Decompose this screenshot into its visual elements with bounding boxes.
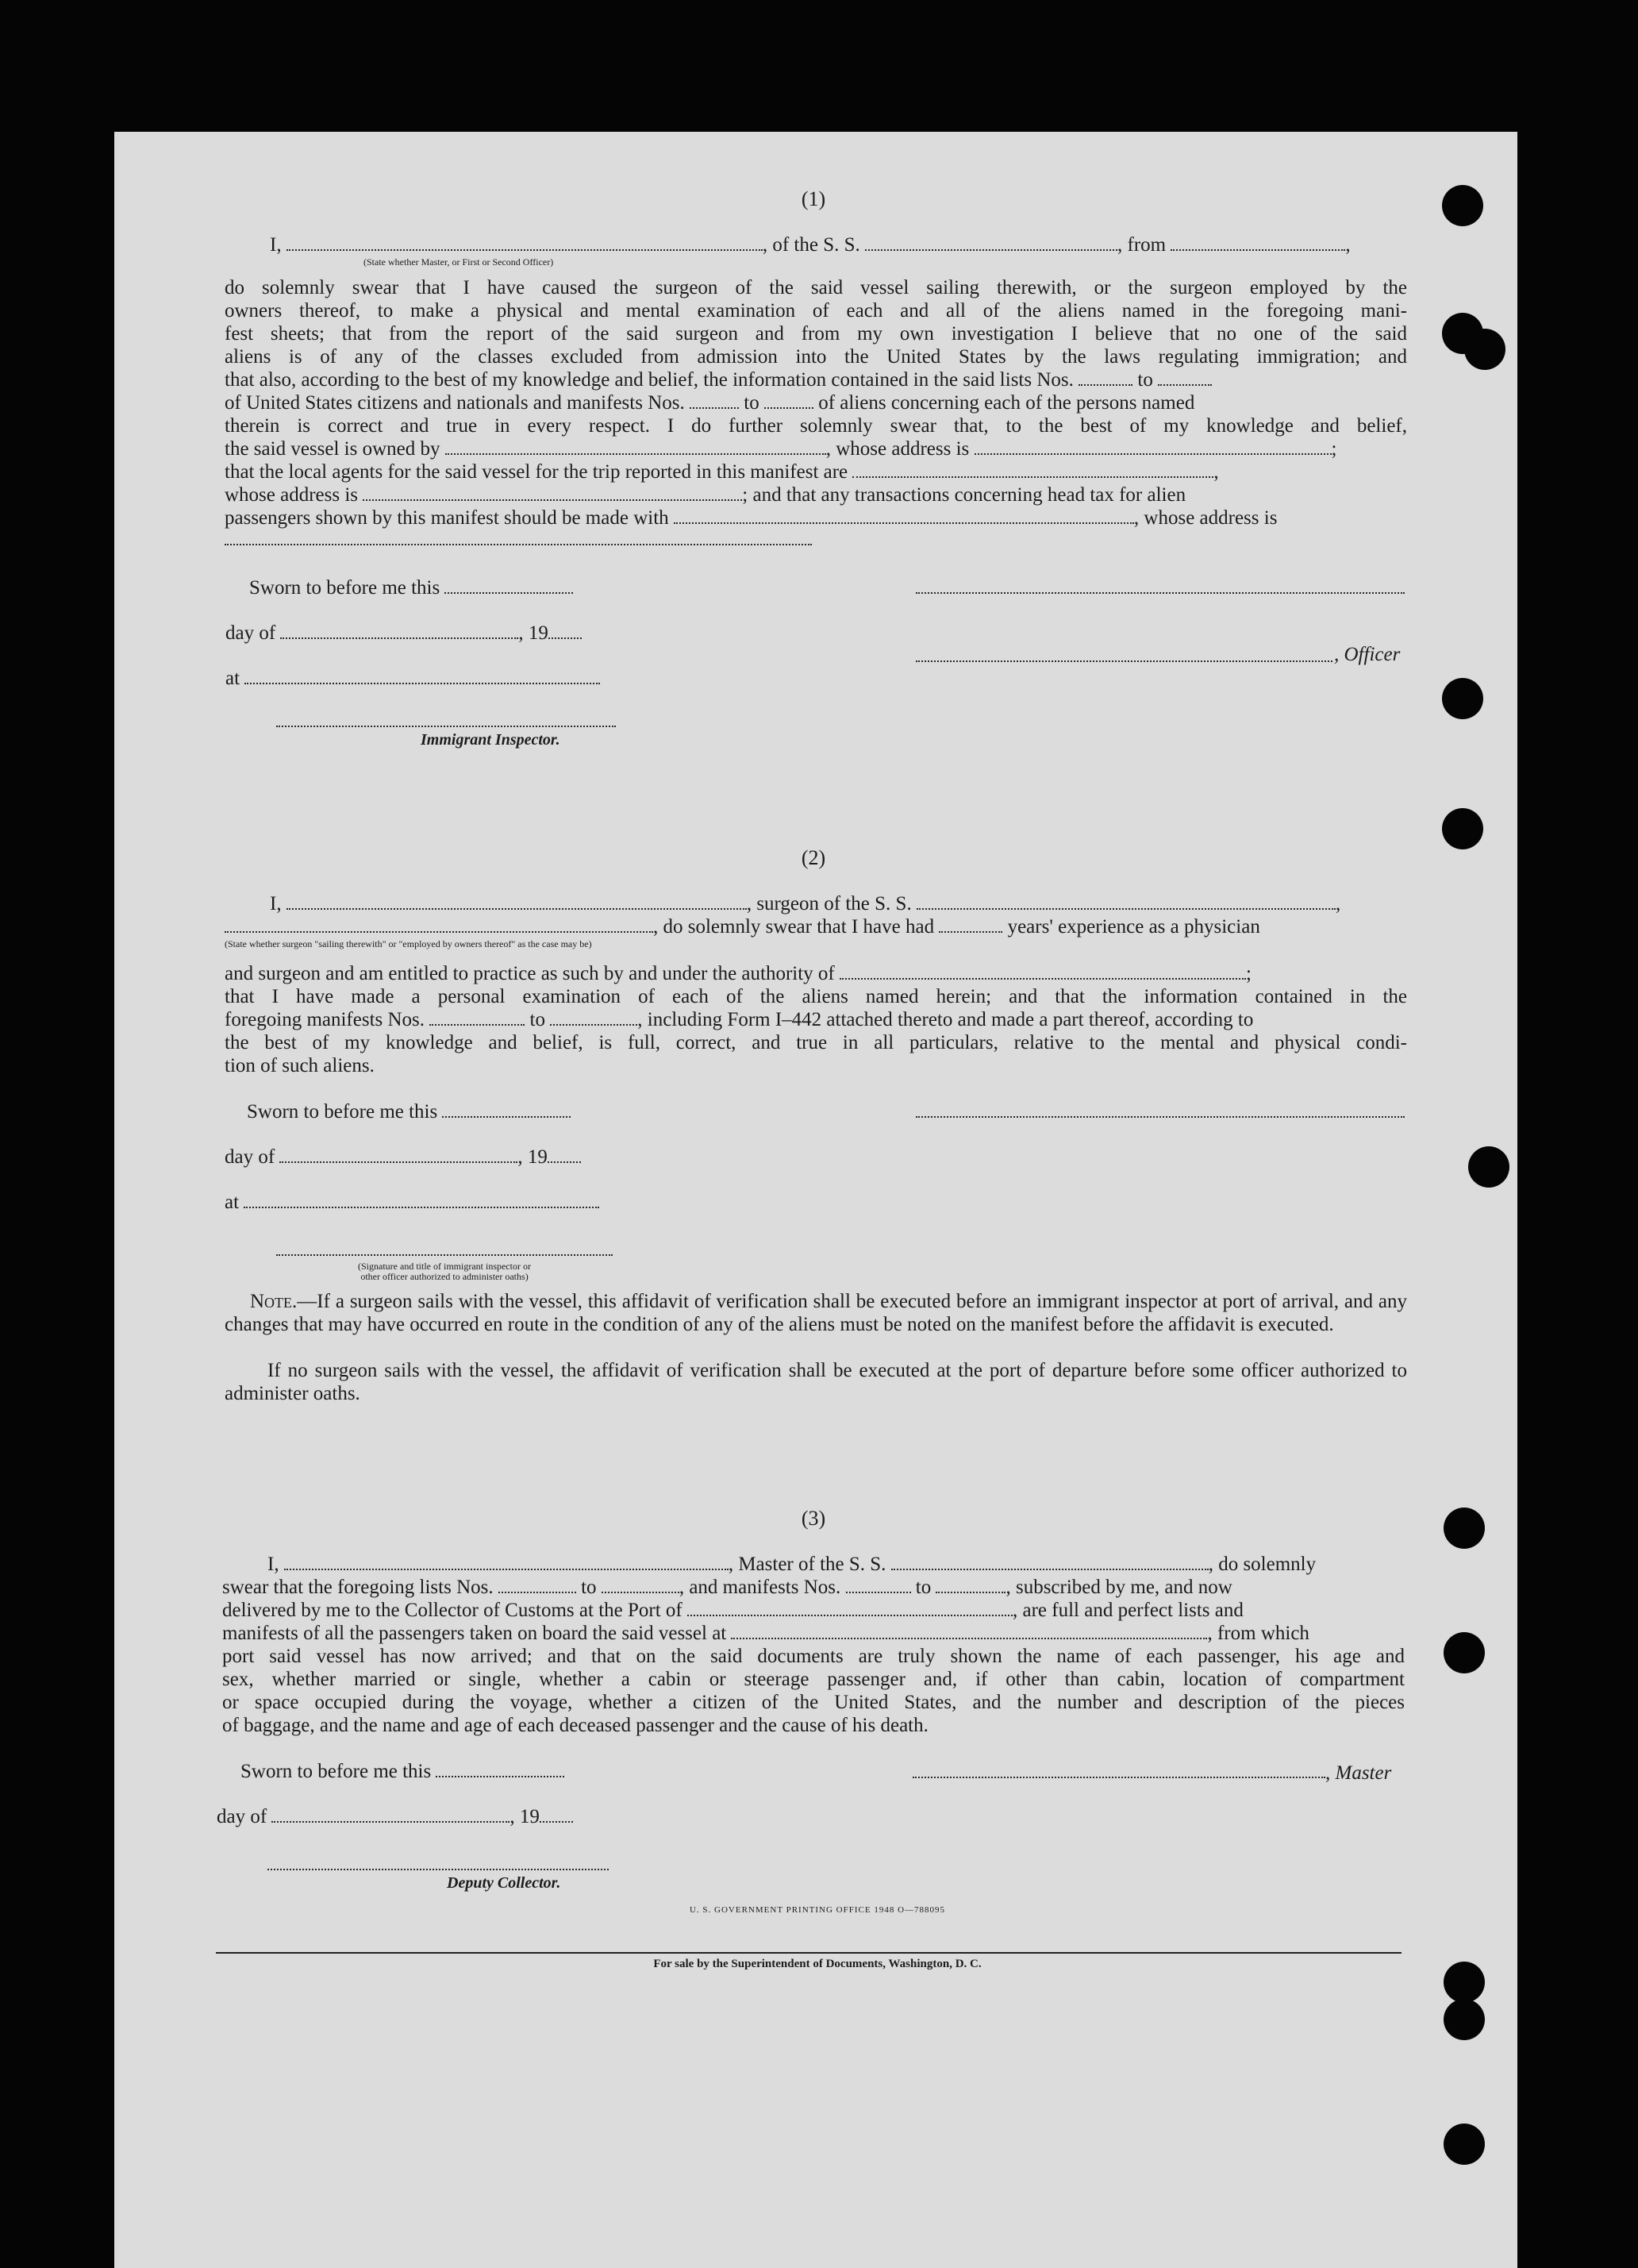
section-1-number: (1) <box>801 187 826 210</box>
s1-agents-line: that the local agents for the said vessel for the trip reported in this manifest are , <box>225 461 1219 483</box>
departure-port-field[interactable] <box>731 1622 1207 1639</box>
head-tax-address-field[interactable] <box>225 544 812 545</box>
master-signature-field[interactable] <box>913 1777 1325 1778</box>
from-port-field[interactable] <box>1171 233 1345 251</box>
s2-vessel-field[interactable] <box>917 892 1336 910</box>
s2-at: at <box>225 1191 599 1214</box>
years-field[interactable] <box>939 915 1002 933</box>
s3-year-field[interactable] <box>540 1805 573 1823</box>
manifests-to-field[interactable] <box>764 391 813 409</box>
surgeon-note: (State whether surgeon "sailing therewith" or "employed by owners thereof" as the case may be) <box>225 938 592 949</box>
s2-manifests-from-field[interactable] <box>429 1008 525 1026</box>
s1-day-of: day of , 19 <box>225 622 582 645</box>
deputy-collector-label: Deputy Collector. <box>447 1874 561 1892</box>
officer-note: (State whether Master, or First or Second Officer) <box>363 256 554 268</box>
s3-vessel-field[interactable] <box>891 1553 1209 1570</box>
punch-hole <box>1464 329 1505 370</box>
printing-office-line: U. S. GOVERNMENT PRINTING OFFICE 1948 O—788095 <box>689 1905 946 1915</box>
s1-body-line: therein is correct and true in every respect. I do further solemnly swear that, to the best of my knowledge and belief, <box>225 415 1407 437</box>
authority-field[interactable] <box>840 962 1246 980</box>
punch-hole <box>1444 2124 1485 2165</box>
s1-body-line: owners thereof, to make a physical and mental examination of each and all of the aliens named in the foregoing mani- <box>225 300 1407 322</box>
owner-address-field[interactable] <box>975 437 1332 455</box>
note-1: Note.—If a surgeon sails with the vessel, this affidavit of verification shall be executed before an immigrant inspector at port of arrival, and any changes that may have occurred en route in the condition of any of the aliens must be noted on the manifest before the affidavit is executed. <box>225 1291 1407 1335</box>
signature-note-2: other officer authorized to administer oaths) <box>360 1271 529 1282</box>
s2-day-of: day of , 19 <box>225 1146 581 1169</box>
s3-sworn-date-field[interactable] <box>436 1760 564 1777</box>
s2-exam-line: that I have made a personal examination of each of the aliens named herein; and that the information contained in the <box>225 986 1407 1007</box>
note-2: If no surgeon sails with the vessel, the affidavit of verification shall be executed at the port of departure before some officer authorized to administer oaths. <box>225 1360 1407 1404</box>
s2-month-field[interactable] <box>279 1146 517 1163</box>
s1-body-line: fest sheets; that from the report of the said surgeon and from my own investigation I believe that no one of the said <box>225 323 1407 345</box>
s3-line4: manifests of all the passengers taken on board the said vessel at , from which <box>222 1623 1309 1644</box>
punch-hole <box>1444 1508 1485 1549</box>
s2-entitled: and surgeon and am entitled to practice as such by and under the authority of ; <box>225 963 1252 984</box>
section-3-number: (3) <box>801 1507 826 1530</box>
surgeon-signature-field[interactable] <box>916 1116 1405 1118</box>
master-name-field[interactable] <box>284 1553 729 1570</box>
month-field[interactable] <box>280 622 518 639</box>
punch-hole <box>1442 185 1483 226</box>
inspector-label: Immigrant Inspector. <box>421 731 560 749</box>
inspector-signature-field[interactable] <box>276 726 616 727</box>
s3-body-line: or space occupied during the voyage, whether a citizen of the United States, and the number and description of the pieces <box>222 1692 1405 1713</box>
surgeon-name-field[interactable] <box>286 892 747 910</box>
s2-year-field[interactable] <box>548 1146 581 1163</box>
s3-body-line: sex, whether married or single, whether a cabin or steerage passenger and, if other than cabin, location of compartment <box>222 1669 1405 1690</box>
section-2-number: (2) <box>801 846 826 869</box>
note-lead: Note. <box>250 1291 298 1312</box>
signature-note-1: (Signature and title of immigrant inspector or <box>358 1261 531 1272</box>
footer-rule <box>216 1952 1402 1954</box>
s2-inspector-signature-field[interactable] <box>276 1254 613 1256</box>
head-tax-agent-field[interactable] <box>674 506 1134 524</box>
punch-hole <box>1444 1999 1485 2040</box>
s2-best-line: the best of my knowledge and belief, is full, correct, and true in all particulars, relative to the mental and physical condi- <box>225 1032 1407 1053</box>
officer-title-field[interactable] <box>916 660 1332 662</box>
s2-line1: I, , surgeon of the S. S. , <box>270 893 1341 915</box>
s1-sworn: Sworn to before me this <box>249 576 573 599</box>
lists-to-field[interactable] <box>1158 368 1212 386</box>
s3-lists-to-field[interactable] <box>602 1576 679 1593</box>
surgeon-type-field[interactable] <box>225 915 653 933</box>
s3-body-line: port said vessel has now arrived; and that on the said documents are truly shown the name of each passenger, his age and <box>222 1646 1405 1667</box>
agent-address-field[interactable] <box>363 483 742 501</box>
manifests-from-field[interactable] <box>690 391 739 409</box>
s1-manifests-line: of United States citizens and nationals and manifests Nos. to of aliens concerning each of the persons named <box>225 392 1195 414</box>
s3-month-field[interactable] <box>271 1805 509 1823</box>
s2-line2: , do solemnly swear that I have had years' experience as a physician <box>225 915 1260 938</box>
s3-body-line: of baggage, and the name and age of each deceased passenger and the cause of his death. <box>222 1715 929 1736</box>
sale-line: For sale by the Superintendent of Documents, Washington, D. C. <box>653 1958 982 1970</box>
officer-signature-field[interactable] <box>916 592 1405 594</box>
s2-tion-line: tion of such aliens. <box>225 1055 375 1076</box>
punch-hole <box>1468 1146 1509 1188</box>
s2-sworn: Sworn to before me this <box>247 1100 571 1123</box>
s3-line1: I, , Master of the S. S. , do solemnly <box>267 1554 1317 1575</box>
s1-at: at <box>225 667 600 690</box>
s3-line3: delivered by me to the Collector of Customs at the Port of , are full and perfect lists and <box>222 1600 1244 1621</box>
s2-place-field[interactable] <box>244 1191 599 1208</box>
vessel-field[interactable] <box>865 233 1117 251</box>
punch-hole <box>1444 1632 1485 1673</box>
punch-hole <box>1442 678 1483 719</box>
s2-foregoing: foregoing manifests Nos. to , including Form I–442 attached thereto and made a part thereof, according to <box>225 1009 1254 1030</box>
master-label: , Master <box>1325 1762 1392 1784</box>
s3-day-of: day of , 19 <box>217 1805 573 1828</box>
s1-owned-line: the said vessel is owned by , whose address is ; <box>225 438 1337 460</box>
s3-lists-from-field[interactable] <box>498 1576 576 1593</box>
s1-address-line: whose address is ; and that any transactions concerning head tax for alien <box>225 484 1186 506</box>
s2-manifests-to-field[interactable] <box>550 1008 637 1026</box>
sworn-date-field[interactable] <box>444 576 573 594</box>
owner-field[interactable] <box>445 437 826 455</box>
officer-field[interactable] <box>286 233 763 251</box>
year-field[interactable] <box>548 622 582 639</box>
punch-hole <box>1442 808 1483 849</box>
s3-line2: swear that the foregoing lists Nos. to , and manifests Nos. to , subscribed by me, and now <box>222 1577 1232 1598</box>
punch-hole <box>1444 1962 1485 2003</box>
agents-field[interactable] <box>852 460 1213 478</box>
s1-body-line: do solemnly swear that I have caused the surgeon of the said vessel sailing therewith, or the surgeon employed by the <box>225 277 1407 298</box>
s1-passengers-line: passengers shown by this manifest should be made with , whose address is <box>225 507 1278 529</box>
s1-lists-line: that also, according to the best of my knowledge and belief, the information contained in the said lists Nos. to <box>225 368 1212 391</box>
collector-signature-field[interactable] <box>267 1869 609 1870</box>
lists-from-field[interactable] <box>1079 368 1132 386</box>
port-field[interactable] <box>687 1599 1013 1616</box>
place-field[interactable] <box>244 667 600 684</box>
s3-manifests-from-field[interactable] <box>846 1576 911 1593</box>
s1-line1: I, , of the S. S. , from , <box>270 234 1351 256</box>
officer-label: , Officer <box>1334 644 1401 665</box>
s3-sworn: Sworn to before me this <box>240 1760 564 1783</box>
s1-body-line: aliens is of any of the classes excluded from admission into the United States by the laws regulating immigration; and <box>225 346 1407 368</box>
s2-sworn-date-field[interactable] <box>442 1100 571 1118</box>
s3-manifests-to-field[interactable] <box>936 1576 1005 1593</box>
